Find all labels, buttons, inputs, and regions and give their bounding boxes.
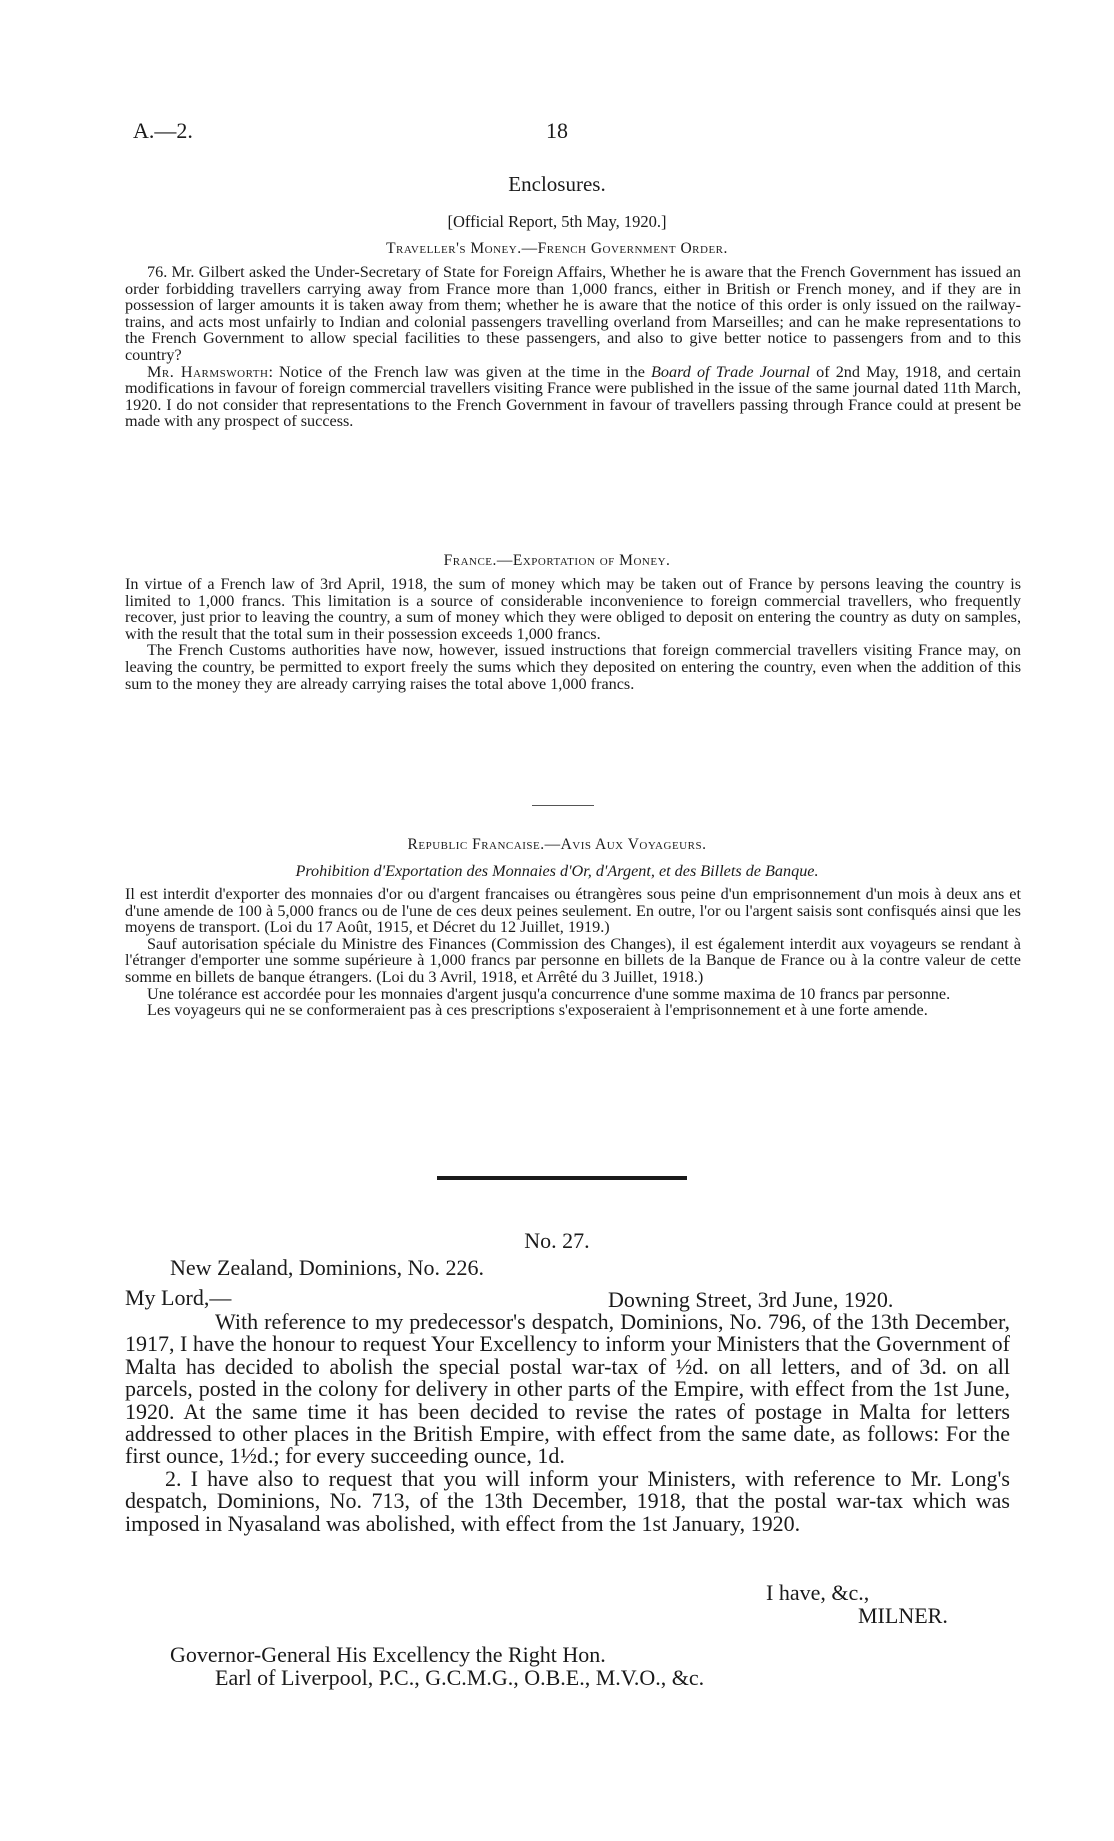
parliamentary-exchange — [125, 264, 1021, 430]
section-divider-short — [532, 805, 594, 806]
letter-closing: I have, &c., — [766, 1580, 870, 1605]
travellers-money-heading: Traveller's Money.—French Government Order. — [386, 240, 728, 257]
enclosures-title: Enclosures. — [508, 172, 606, 196]
letter-paragraph-2: 2. I have also to request that you will inform your Ministers, with reference to Mr. Long's despatch, Dominions, No. 713, of the 13th December, 1918, that the postal war-tax which was imposed in Nyasaland was abolished, with effect from the 1st January, 1920. — [125, 1465, 1010, 1536]
letter-signature: MILNER. — [858, 1603, 948, 1628]
letter-address-date: Downing Street, 3rd June, 1920. — [608, 1287, 894, 1312]
official-report-line: [Official Report, 5th May, 1920.] — [447, 212, 667, 231]
republique-subheading: Prohibition d'Exportation des Monnaies d'Or, d'Argent, et des Billets de Banque. — [295, 862, 819, 880]
document-reference: A.—2. — [133, 118, 193, 143]
republique-paragraph-4: Les voyageurs qui ne se conformeraient pas à ces prescriptions s'exposeraient à l'emprisonnement et à une forte amende. — [147, 1001, 928, 1020]
republique-paragraph-1: Il est interdit d'exporter des monnaies d'or ou d'argent francaises ou étrangères sous peine d'un emprisonnement d'un mois à deux ans et d'une amende de 100 à 5,000 francs ou de l'une de ces deux peines seulement. En outre, l'or ou l'argent saisis sont confisqués ainsi que les moyens de transport. (Loi du 17 Août, 1915, et Décret du 12 Juillet, 1919.) — [125, 885, 1021, 937]
republique-heading: Republic Francaise.—Avis Aux Voyageurs. — [407, 836, 707, 853]
republique-paragraph-3: Une tolérance est accordée pour les monnaies d'argent jusqu'a concurrence d'une somme maxima de 10 francs par personne. — [147, 984, 951, 1003]
republique-section — [125, 886, 1021, 1019]
france-paragraph-1: In virtue of a French law of 3rd April, 1918, the sum of money which may be taken out of France by persons leaving the country is limited to 1,000 francs. This limitation is a source of considerable inconvenience to foreign commercial travellers, who frequently recover, just prior to leaving the country, a sum of money which they were obliged to deposit on entering the country as duty on samples, with the result that the total sum in their possession exceeds 1,000 francs. — [125, 575, 1021, 643]
answer-paragraph: Mr. Harmsworth: Notice of the French law was given at the time in the Board of Trade Journal of 2nd May, 1918, and certain modifications in favour of foreign commercial travellers visiting France were published in the issue of the same journal dated 11th March, 1920. I do not consider that representations to the French Government in favour of travellers passing through France could at present be made with any prospect of success. — [125, 362, 1021, 431]
salutation: My Lord,— — [125, 1285, 232, 1310]
france-section — [125, 576, 1021, 692]
answer-speaker: Mr. Harmsworth — [147, 362, 269, 381]
page-number: 18 — [546, 118, 568, 143]
despatch-reference: New Zealand, Dominions, No. 226. — [170, 1255, 485, 1280]
addressee-line-2: Earl of Liverpool, P.C., G.C.M.G., O.B.E., M.V.O., &c. — [215, 1665, 705, 1690]
section-divider-long — [437, 1176, 687, 1180]
addressee-line-1: Governor-General His Excellency the Right Hon. — [170, 1642, 606, 1667]
letter-paragraph-1: With reference to my predecessor's despatch, Dominions, No. 796, of the 13th December, 1917, I have the honour to request Your Excellency to inform your Ministers that the Government of Malta has decided to abolish the special postal war-tax of ½d. on all letters, and of 3d. on all parcels, posted in the colony for delivery in other parts of the Empire, with effect from the 1st June, 1920. At the same time it has been decided to revise the rates of postage in Malta for letters addressed to other places in the British Empire, with effect from the same date, as follows: For the first ounce, 1½d.; for every succeeding ounce, 1d. — [125, 1309, 1010, 1469]
france-heading: France.—Exportation of Money. — [443, 552, 671, 569]
journal-title: Board of Trade Journal — [651, 362, 810, 381]
despatch-number: No. 27. — [524, 1228, 590, 1253]
republique-paragraph-2: Sauf autorisation spéciale du Ministre des Finances (Commission des Changes), il est également interdit aux voyageurs se rendant à l'étranger d'emporter une somme supérieure à 1,000 francs par personne en billets de la Banque de France ou à la contre valeur de cette somme en billets de banque étrangers. (Loi du 3 Avril, 1918, et Arrêté du 3 Juillet, 1918.) — [125, 934, 1021, 986]
letter-body — [125, 1311, 1010, 1535]
france-paragraph-2: The French Customs authorities have now, however, issued instructions that foreign commercial travellers visiting France may, on leaving the country, be permitted to export freely the sums which they deposited on entering the country, even when the addition of this sum to the money they are already carrying raises the total above 1,000 francs. — [125, 641, 1021, 693]
question-paragraph: 76. Mr. Gilbert asked the Under-Secretary of State for Foreign Affairs, Whether he is aware that the French Government has issued an order forbidding travellers carrying away from France more than 1,000 francs, either in British or French money, and if they are in possession of larger amounts it is taken away from them; whether he is aware that the notice of this order is only issued on the railway-trains, and acts most unfairly to Indian and colonial passengers travelling overland from Marseilles; and can he make representations to the French Government to allow special facilities to these passengers, and also to give better notice to passengers from and to this country? — [125, 263, 1021, 364]
